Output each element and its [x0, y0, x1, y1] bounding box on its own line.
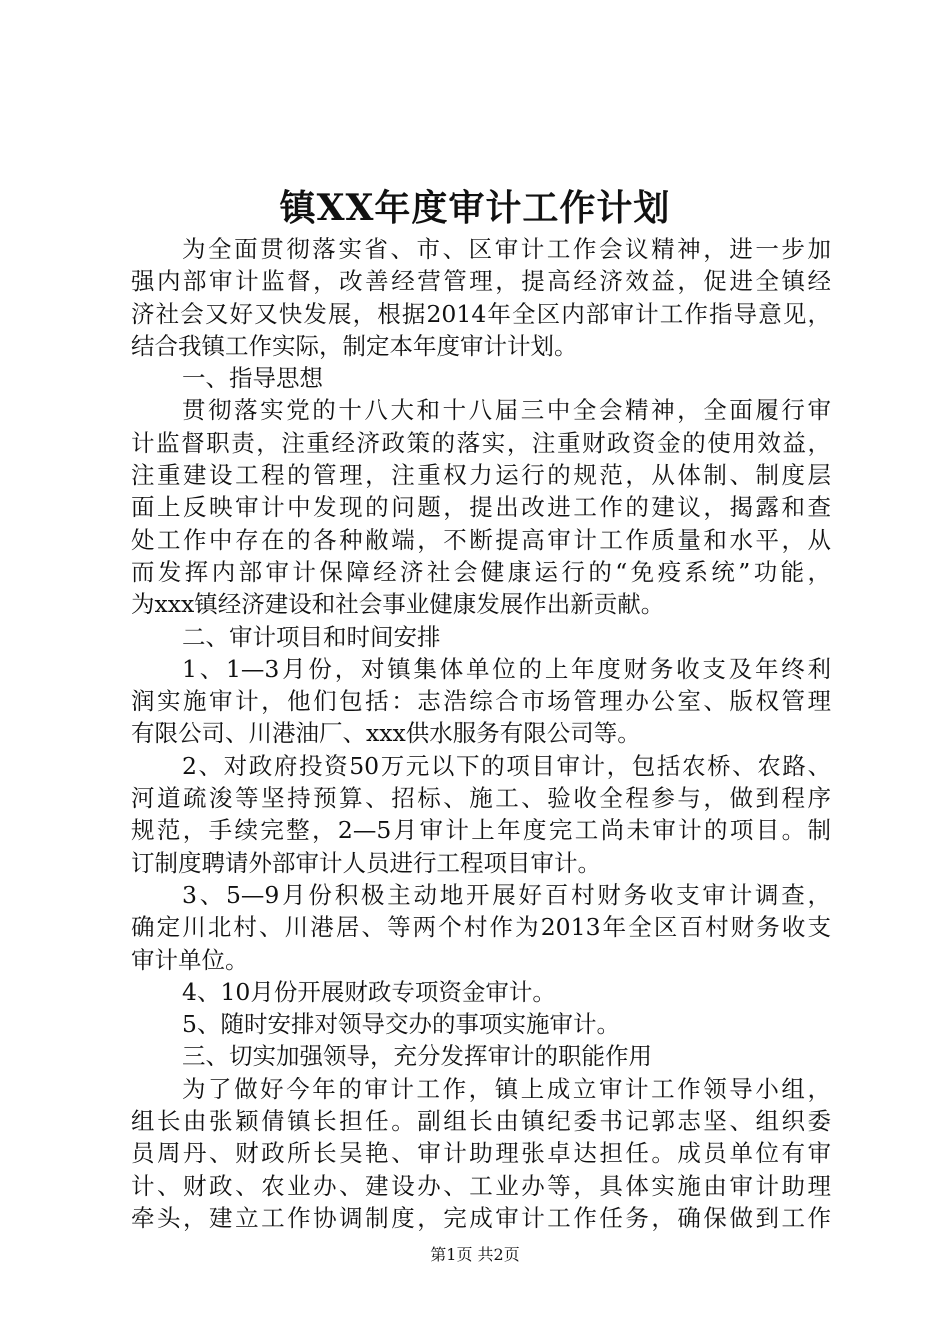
paragraph-line: 5、随时安排对领导交办的事项实施审计。	[182, 1010, 620, 1039]
paragraph-line: 确定川北村、川港居、等两个村作为2013年全区百村财务收支	[131, 913, 831, 942]
paragraph-line: 规范，手续完整，2—5月审计上年度完工尚未审计的项目。制	[131, 816, 831, 845]
paragraph-line: 而发挥内部审计保障经济社会健康运行的“免疫系统”功能，	[131, 557, 831, 586]
paragraph-line: 为全面贯彻落实省、市、区审计工作会议精神，进一步加	[182, 235, 831, 263]
paragraph-line: 组长由张颖倩镇长担任。副组长由镇纪委书记郭志坚、组织委	[131, 1107, 831, 1136]
section-heading: 二、审计项目和时间安排	[182, 622, 441, 651]
paragraph-line: 牵头，建立工作协调制度，完成审计工作任务，确保做到工作	[131, 1203, 831, 1232]
paragraph-line: 强内部审计监督，改善经营管理，提高经济效益，促进全镇经	[131, 267, 831, 296]
paragraph-line: 结合我镇工作实际，制定本年度审计计划。	[131, 331, 578, 360]
paragraph-line: 注重建设工程的管理，注重权力运行的规范，从体制、制度层	[131, 461, 831, 490]
document-title: 镇XX年度审计工作计划	[279, 187, 671, 229]
section-heading: 三、切实加强领导，充分发挥审计的职能作用	[182, 1042, 652, 1071]
section-heading: 一、指导思想	[182, 364, 323, 393]
paragraph-line: 为了做好今年的审计工作，镇上成立审计工作领导小组，	[182, 1074, 831, 1103]
paragraph-line: 处工作中存在的各种敝端，不断提高审计工作质量和水平，从	[131, 525, 831, 554]
paragraph-line: 3、5—9月份积极主动地开展好百村财务收支审计调查，	[182, 880, 831, 909]
paragraph-line: 2、对政府投资50万元以下的项目审计，包括农桥、农路、	[182, 751, 831, 780]
paragraph-line: 订制度聘请外部审计人员进行工程项目审计。	[131, 848, 601, 877]
paragraph-line: 审计单位。	[131, 945, 249, 974]
paragraph-line: 有限公司、川港油厂、xxx供水服务有限公司等。	[131, 719, 641, 748]
paragraph-line: 为xxx镇经济建设和社会事业健康发展作出新贡献。	[131, 590, 665, 619]
paragraph-line: 面上反映审计中发现的问题，提出改进工作的建议，揭露和查	[131, 493, 831, 522]
paragraph-line: 4、10月份开展财政专项资金审计。	[182, 977, 556, 1006]
paragraph-line: 济社会又好又快发展，根据2014年全区内部审计工作指导意见，	[131, 299, 831, 328]
page-footer: 第1页 共2页	[430, 1245, 520, 1264]
paragraph-line: 河道疏浚等坚持预算、招标、施工、验收全程参与，做到程序	[131, 784, 831, 813]
document-body	[131, 233, 831, 1234]
paragraph-line: 润实施审计，他们包括：志浩综合市场管理办公室、版权管理	[131, 687, 831, 716]
paragraph-line: 贯彻落实党的十八大和十八届三中全会精神，全面履行审	[182, 396, 831, 425]
paragraph-line: 员周丹、财政所长吴艳、审计助理张卓达担任。成员单位有审	[131, 1139, 831, 1168]
paragraph-line: 计、财政、农业办、建设办、工业办等，具体实施由审计助理	[131, 1171, 831, 1200]
paragraph-line: 计监督职责，注重经济政策的落实，注重财政资金的使用效益，	[131, 428, 831, 457]
paragraph-line: 1、1—3月份，对镇集体单位的上年度财务收支及年终利	[182, 654, 831, 683]
